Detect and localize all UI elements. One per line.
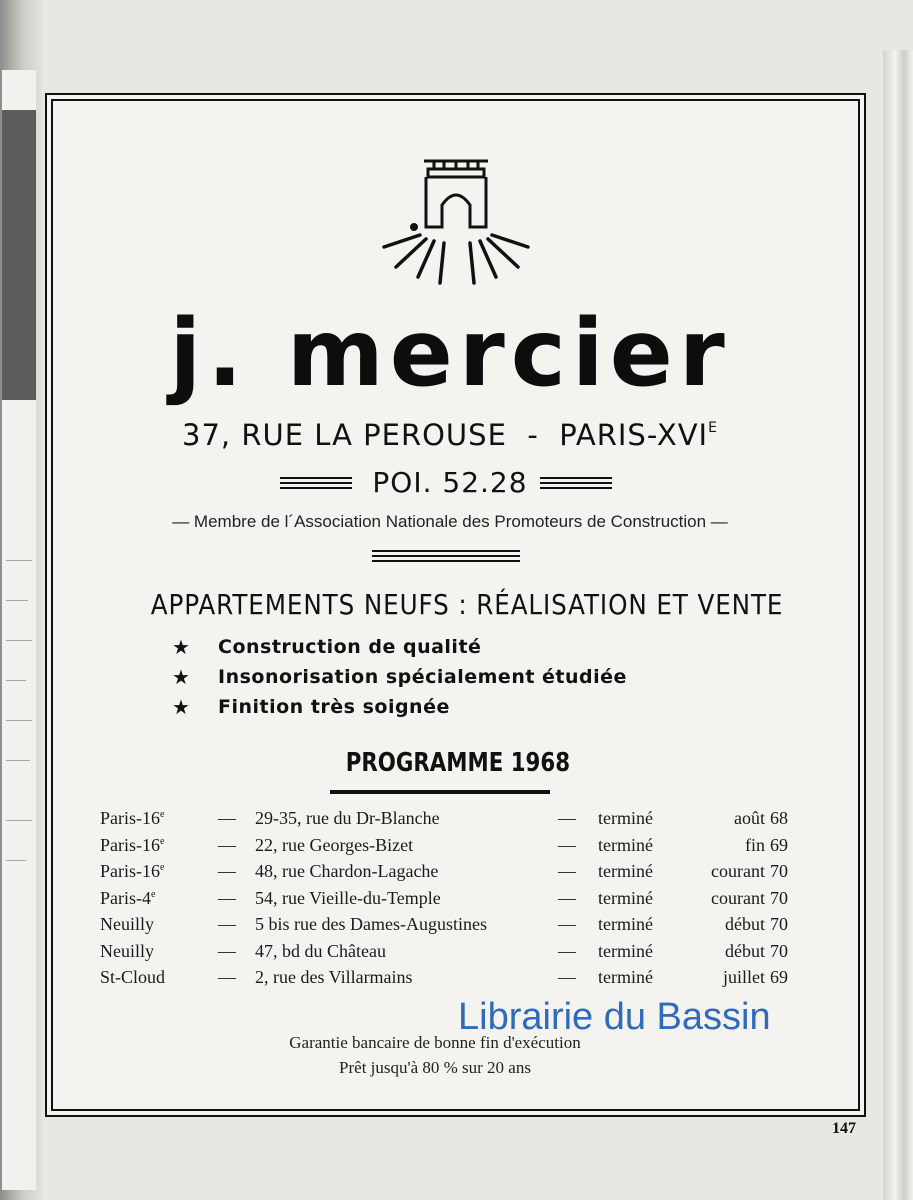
programme-address: 29-35, rue du Dr-Blanche [255,808,440,828]
decorative-rule-middle [372,550,520,564]
feature-item [172,632,772,662]
programme-year: 68 [770,808,788,828]
star-icon: ★ [172,636,190,659]
programme-row [100,835,800,862]
programme-status: terminé [598,861,653,881]
programme-address: 48, rue Chardon-Lagache [255,861,439,881]
programme-address: 47, bd du Château [255,940,386,961]
programme-when: courant [711,861,765,881]
programme-status: terminé [598,808,653,828]
programme-status: terminé [598,914,653,934]
programme-year: 70 [770,914,788,934]
programme-dash: — [558,940,576,961]
feature-text: Insonorisation spécialement étudiée [218,666,627,688]
arc-de-triomphe-icon [378,155,534,285]
programme-city: Paris-16e [100,808,165,828]
brand-name: j. mercier [169,299,731,407]
feature-item [172,692,772,722]
address-separator: - [527,418,539,452]
decorative-rule-right [540,477,612,491]
programme-city: Paris-4e [100,887,156,908]
programme-title-underline [330,790,550,794]
star-icon: ★ [172,696,190,719]
programme-dash: — [218,940,236,961]
phone-row [280,466,620,506]
programme-dash: — [218,914,236,934]
address [100,418,800,452]
programme-title: PROGRAMME 1968 [345,748,571,778]
feature-text: Construction de qualité [218,636,482,658]
programme-dash: — [218,967,236,987]
programme-when: juillet [723,967,765,987]
programme-status: terminé [598,834,653,855]
phone-number: POI. 52.28 [372,466,528,499]
programme-city: Paris-16e [100,834,165,855]
decorative-rule-left [280,477,352,491]
programme-address: 2, rue des Villarmains [255,967,413,987]
left-page-edge [0,0,42,1200]
programme-city: St-Cloud [100,967,166,987]
programme-status: terminé [598,940,653,961]
programme-dash: — [558,887,576,908]
right-page-edge [883,50,913,1200]
programme-status: terminé [598,887,653,908]
city-suffix: E [708,420,718,436]
programme-dash: — [218,861,236,881]
programme-dash: — [218,887,236,908]
programme-row [100,861,800,888]
programme-when: août [734,808,765,828]
programme-city: Neuilly [100,940,154,961]
watermark: Librairie du Bassin [458,996,771,1038]
programme-city: Paris-16e [100,861,165,881]
programme-dash: — [558,808,576,828]
programme-row [100,808,800,835]
programme-year: 69 [770,834,788,855]
programme-list [100,808,800,994]
programme-dash: — [558,914,576,934]
membership-line: — Membre de l´Association Nationale des Promoteurs de Construction — [172,512,728,531]
programme-dash: — [218,808,236,828]
guarantee-line: Garantie bancaire de bonne fin d'exécution [289,1033,581,1052]
programme-year: 70 [770,861,788,881]
programme-row [100,967,800,994]
programme-dash: — [558,861,576,881]
programme-address: 54, rue Vieille-du-Temple [255,887,441,908]
programme-dash: — [218,834,236,855]
programme-row [100,914,800,941]
programme-when: début [725,914,765,934]
programme-year: 70 [770,887,788,908]
loan-line: Prêt jusqu'à 80 % sur 20 ans [339,1058,531,1077]
programme-year: 70 [770,940,788,961]
programme-city: Neuilly [100,914,154,934]
headline: APPARTEMENTS NEUFS : RÉALISATION ET VENTE [150,588,784,621]
feature-text: Finition très soignée [218,696,450,718]
programme-address: 22, rue Georges-Bizet [255,834,414,855]
star-icon: ★ [172,666,190,689]
street: 37, RUE LA PEROUSE [182,418,507,452]
programme-address: 5 bis rue des Dames-Augustines [255,914,487,934]
page-number: 147 [832,1120,856,1137]
programme-dash: — [558,834,576,855]
programme-when: fin [745,834,765,855]
programme-row [100,941,800,968]
programme-when: début [725,940,765,961]
programme-status: terminé [598,967,653,987]
feature-list [172,632,772,722]
city: PARIS-XVI [559,418,709,452]
feature-item [172,662,772,692]
programme-when: courant [711,887,765,908]
programme-row [100,888,800,915]
programme-dash: — [558,967,576,987]
programme-year: 69 [770,967,788,987]
